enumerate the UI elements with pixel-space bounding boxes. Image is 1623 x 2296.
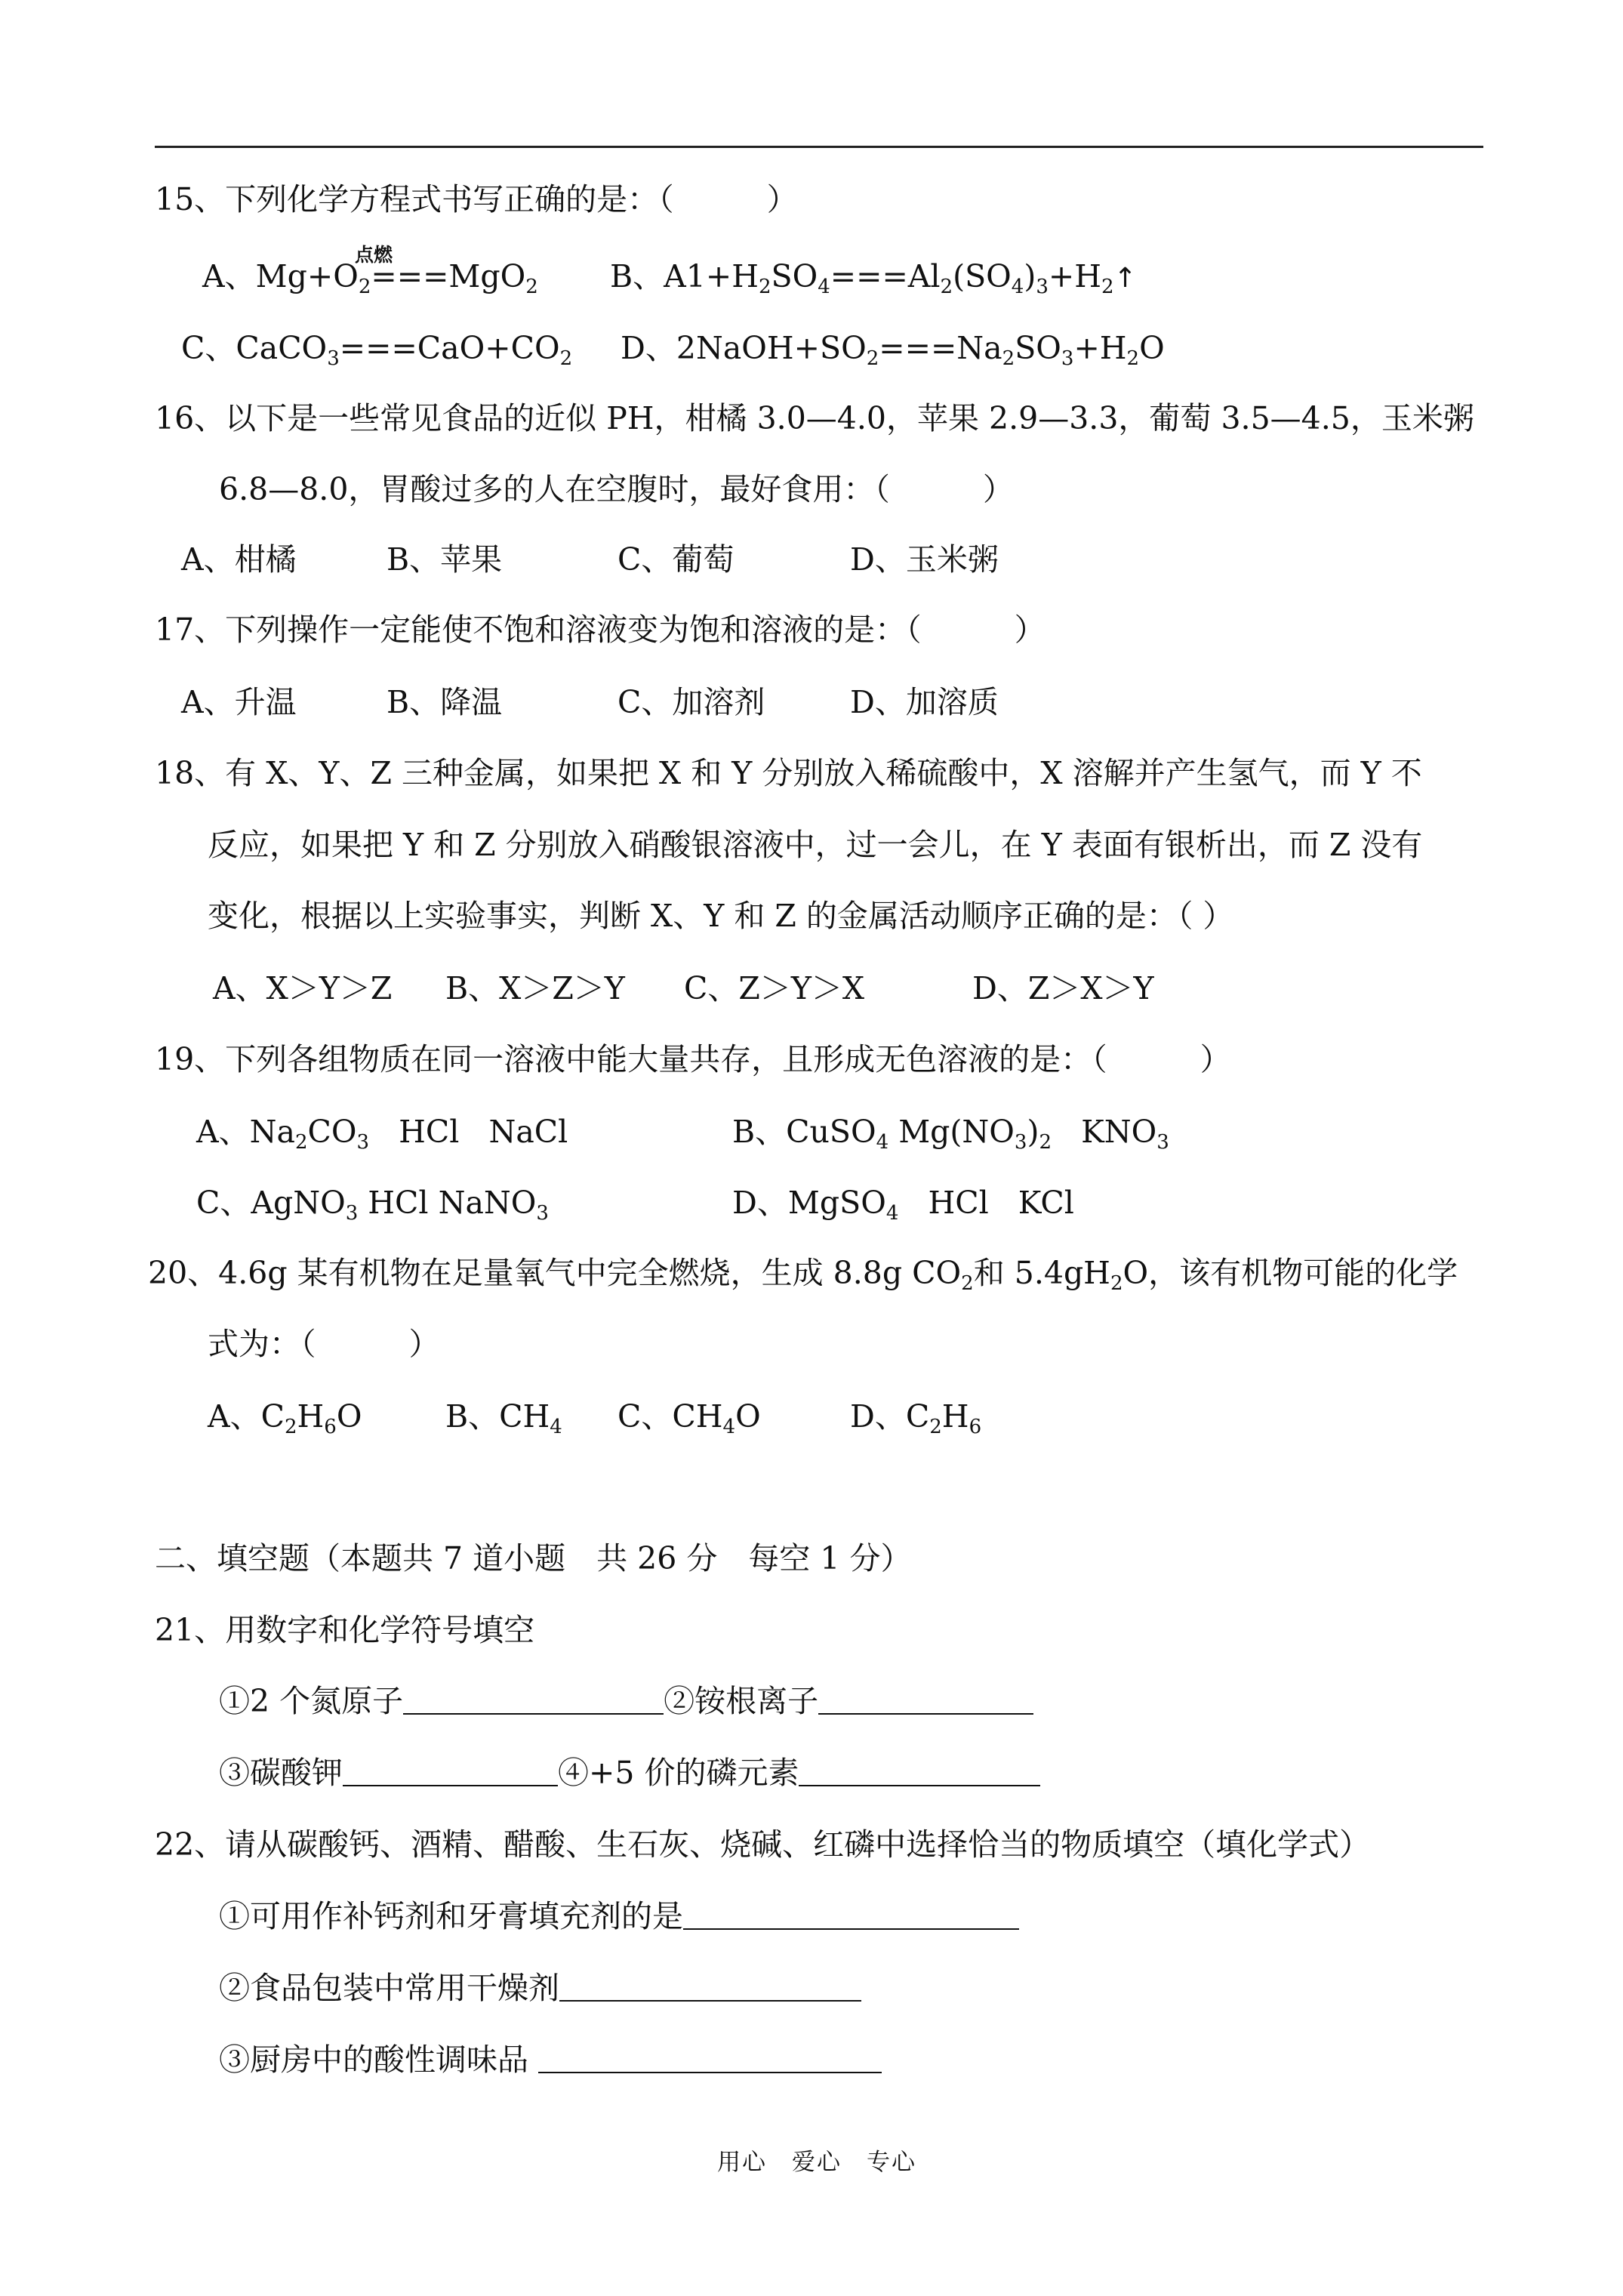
q19-stem: 19、下列各组物质在同一溶液中能大量共存，且形成无色溶液的是：（ ）	[155, 1041, 1231, 1077]
q21-item4: ④+5 价的磷元素	[558, 1755, 799, 1791]
q22-row3	[219, 2040, 882, 2079]
q20-option-d: D、$C_2H_6$	[850, 1398, 982, 1438]
q18-option-a: A、X＞Y＞Z	[213, 970, 393, 1006]
answer-blank[interactable]	[538, 2043, 882, 2073]
option-label: B、	[732, 1114, 787, 1150]
q22-item3: ③厨房中的酸性调味品	[219, 2042, 528, 2078]
q19-option-d: D、MgSO$_4$ HCl KCl	[732, 1185, 1074, 1225]
answer-blank[interactable]	[818, 1684, 1033, 1715]
q15-option-c: C、$CaCO_3===CaO+CO_2$	[181, 330, 573, 370]
q17-option-d: D、加溶质	[850, 684, 999, 720]
q20-stem-line2: 式为：（ ）	[208, 1326, 440, 1362]
q22-item2: ②食品包装中常用干燥剂	[219, 1970, 559, 2006]
q20-option-c: C、$CH_4O$	[617, 1398, 761, 1438]
q16-option-a: A、柑橘	[181, 541, 297, 578]
option-label: D、	[850, 1398, 906, 1435]
q21-stem: 21、用数字和化学符号填空	[155, 1612, 535, 1648]
q15-option-a: A、$Mg+O_2===MgO_2$	[202, 258, 538, 298]
q18-option-b: B、X＞Z＞Y	[445, 970, 625, 1006]
option-label: A、	[196, 1114, 250, 1150]
q17-option-b: B、降温	[387, 684, 503, 720]
q15-option-b: B、$A1+H_2SO_4===Al_2(SO_4)_3+H_2↑$	[610, 258, 1137, 298]
gas-arrow-icon: ↑	[1113, 263, 1137, 294]
answer-blank[interactable]	[799, 1756, 1040, 1786]
q22-stem: 22、请从碳酸钙、酒精、醋酸、生石灰、烧碱、红磷中选择恰当的物质填空（填化学式）	[155, 1826, 1371, 1863]
q21-row2	[219, 1753, 1040, 1792]
header-rule	[155, 146, 1483, 148]
q19-option-b: B、CuSO$_4$ $Mg(NO_3)_2$ $KNO_3$	[732, 1114, 1169, 1154]
q18-option-d: D、Z＞X＞Y	[972, 970, 1154, 1006]
page-footer: 用心 爱心 专心	[717, 2149, 916, 2176]
q17-option-c: C、加溶剂	[617, 684, 765, 720]
q18-stem-line3: 变化，根据以上实验事实，判断 X、Y 和 Z 的金属活动顺序正确的是：（ ）	[208, 898, 1234, 934]
option-label: B、	[445, 1398, 500, 1435]
answer-blank[interactable]	[403, 1684, 664, 1715]
option-label: A、	[202, 258, 256, 294]
answer-blank[interactable]	[683, 1900, 1019, 1930]
q19-option-a: A、$Na_2CO_3$ HCl NaCl	[196, 1114, 568, 1154]
q16-option-d: D、玉米粥	[850, 541, 999, 578]
section-heading: 二、填空题（本题共 7 道小题 共 26 分 每空 1 分）	[155, 1540, 912, 1576]
q18-stem-line2: 反应，如果把 Y 和 Z 分别放入硝酸银溶液中，过一会儿，在 Y 表面有银析出，而 Z 没有	[208, 827, 1423, 863]
ignite-condition: 点燃	[355, 244, 393, 266]
q20-option-b: B、$CH_4$	[445, 1398, 562, 1438]
q21-row1	[219, 1681, 1033, 1721]
q16-option-c: C、葡萄	[617, 541, 735, 578]
q17-option-a: A、升温	[181, 684, 297, 720]
q21-item1: ①2 个氮原子	[219, 1683, 404, 1719]
q21-item3: ③碳酸钾	[219, 1755, 343, 1791]
q20-option-a: A、$C_2H_6O$	[208, 1398, 362, 1438]
q22-item1: ①可用作补钙剂和牙膏填充剂的是	[219, 1898, 683, 1934]
q16-option-b: B、苹果	[387, 541, 503, 578]
q22-row1	[219, 1897, 1019, 1936]
q20-text-a: 20、4.6g 某有机物在足量氧气中完全燃烧，生成 8.8g CO	[148, 1255, 962, 1291]
option-label: A、	[208, 1398, 261, 1435]
q21-item2: ②铵根离子	[664, 1683, 819, 1719]
q17-stem: 17、下列操作一定能使不饱和溶液变为饱和溶液的是：（ ）	[155, 612, 1046, 648]
option-label: C、	[617, 1398, 673, 1435]
option-label: D、	[621, 330, 676, 366]
q20-text-c: O，该有机物可能的化学	[1123, 1255, 1458, 1291]
answer-blank[interactable]	[559, 1971, 861, 2002]
q18-stem-line1: 18、有 X、Y、Z 三种金属，如果把 X 和 Y 分别放入稀硫酸中，X 溶解并产生氢气，而 Y 不	[155, 755, 1422, 791]
option-label: C、	[196, 1185, 251, 1221]
answer-blank[interactable]	[343, 1756, 558, 1786]
q22-row2	[219, 1968, 861, 2008]
q20-text-b: 和 5.4gH	[973, 1255, 1110, 1291]
q16-stem-line2: 6.8—8.0，胃酸过多的人在空腹时，最好食用：（ ）	[219, 471, 1014, 507]
q16-stem-line1: 16、以下是一些常见食品的近似 PH，柑橘 3.0—4.0，苹果 2.9—3.3，葡萄 3.5—4.5，玉米粥	[155, 400, 1474, 436]
q18-option-c: C、Z＞Y＞X	[684, 970, 865, 1006]
option-label: D、	[732, 1185, 788, 1221]
option-label: B、	[610, 258, 664, 294]
q19-option-c: C、AgNO$_3$ HCl NaNO$_3$	[196, 1185, 549, 1225]
q15-option-d: D、$2NaOH+SO_2===Na_2SO_3+H_2O$	[621, 330, 1165, 370]
option-label: C、	[181, 330, 236, 366]
q15-stem: 15、下列化学方程式书写正确的是：（ ）	[155, 181, 798, 217]
q20-stem-line1: 20、4.6g 某有机物在足量氧气中完全燃烧，生成 8.8g $CO_2$和 $5.4gH_2O$，该有机物可能的化学	[148, 1255, 1458, 1295]
